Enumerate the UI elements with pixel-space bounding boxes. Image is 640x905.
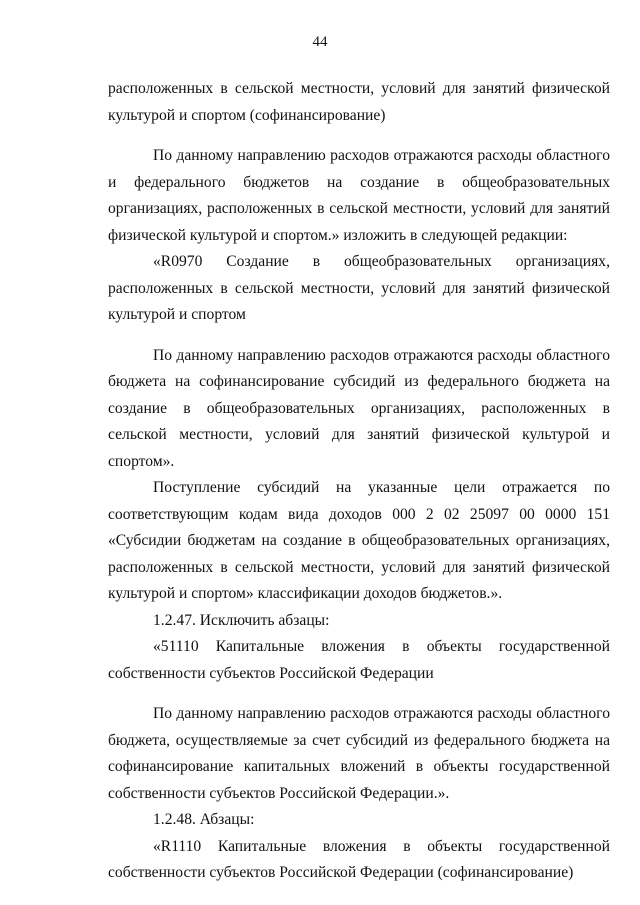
document-body (108, 76, 610, 887)
paragraph-continuation: расположенных в сельской местности, условий для занятий физической культурой и спортом (софинансирование) (108, 80, 610, 124)
paragraph-gap (108, 687, 610, 701)
paragraph-item-heading: 1.2.48. Абзацы: (153, 811, 255, 828)
page-number: 44 (312, 34, 328, 50)
paragraph-item-heading: 1.2.47. Исключить абзацы: (153, 611, 330, 629)
paragraph-quoted-code: «51110 Капитальные вложения в объекты государственной собственности субъектов Российской Федерации (108, 638, 610, 682)
paragraph: Поступление субсидий на указанные цели отражается по соответствующим кодам вида доходов 000 2 02 25097 00 0000 151 «Субсидии бюджетам на создание в общеобразовательных организациях, расположенных в сельской местности, условий для занятий физической культурой и спортом» классификации доходов бюджетов.». (108, 479, 610, 602)
paragraph-quoted-code: «R1110 Капитальные вложения в объекты государственной собственности субъектов Российской Федерации (софинансирование) (108, 837, 610, 881)
paragraph: По данному направлению расходов отражаются расходы областного бюджета на софинансирование субсидий из федерального бюджета на создание в общеобразовательных организациях, расположенных в сельской местности, условий для занятий физической культурой и спортом». (108, 346, 610, 470)
paragraph: По данному направлению расходов отражаются расходы областного бюджета, осуществляемые за счет субсидий из федерального бюджета на софинансирование капитальных вложений в объекты государственной собственности субъектов Российской Федерации.». (108, 705, 610, 802)
paragraph-gap (108, 329, 610, 343)
paragraph-quoted-code: «R0970 Создание в общеобразовательных организациях, расположенных в сельской местности, условий для занятий физической культурой и спортом (108, 253, 610, 323)
paragraph: По данному направлению расходов отражаются расходы областного и федерального бюджетов на создание в общеобразовательных организациях, расположенных в сельской местности, условий для занятий физической культурой и спортом.» изложить в следующей редакции: (108, 147, 610, 244)
paragraph-gap (108, 129, 610, 143)
